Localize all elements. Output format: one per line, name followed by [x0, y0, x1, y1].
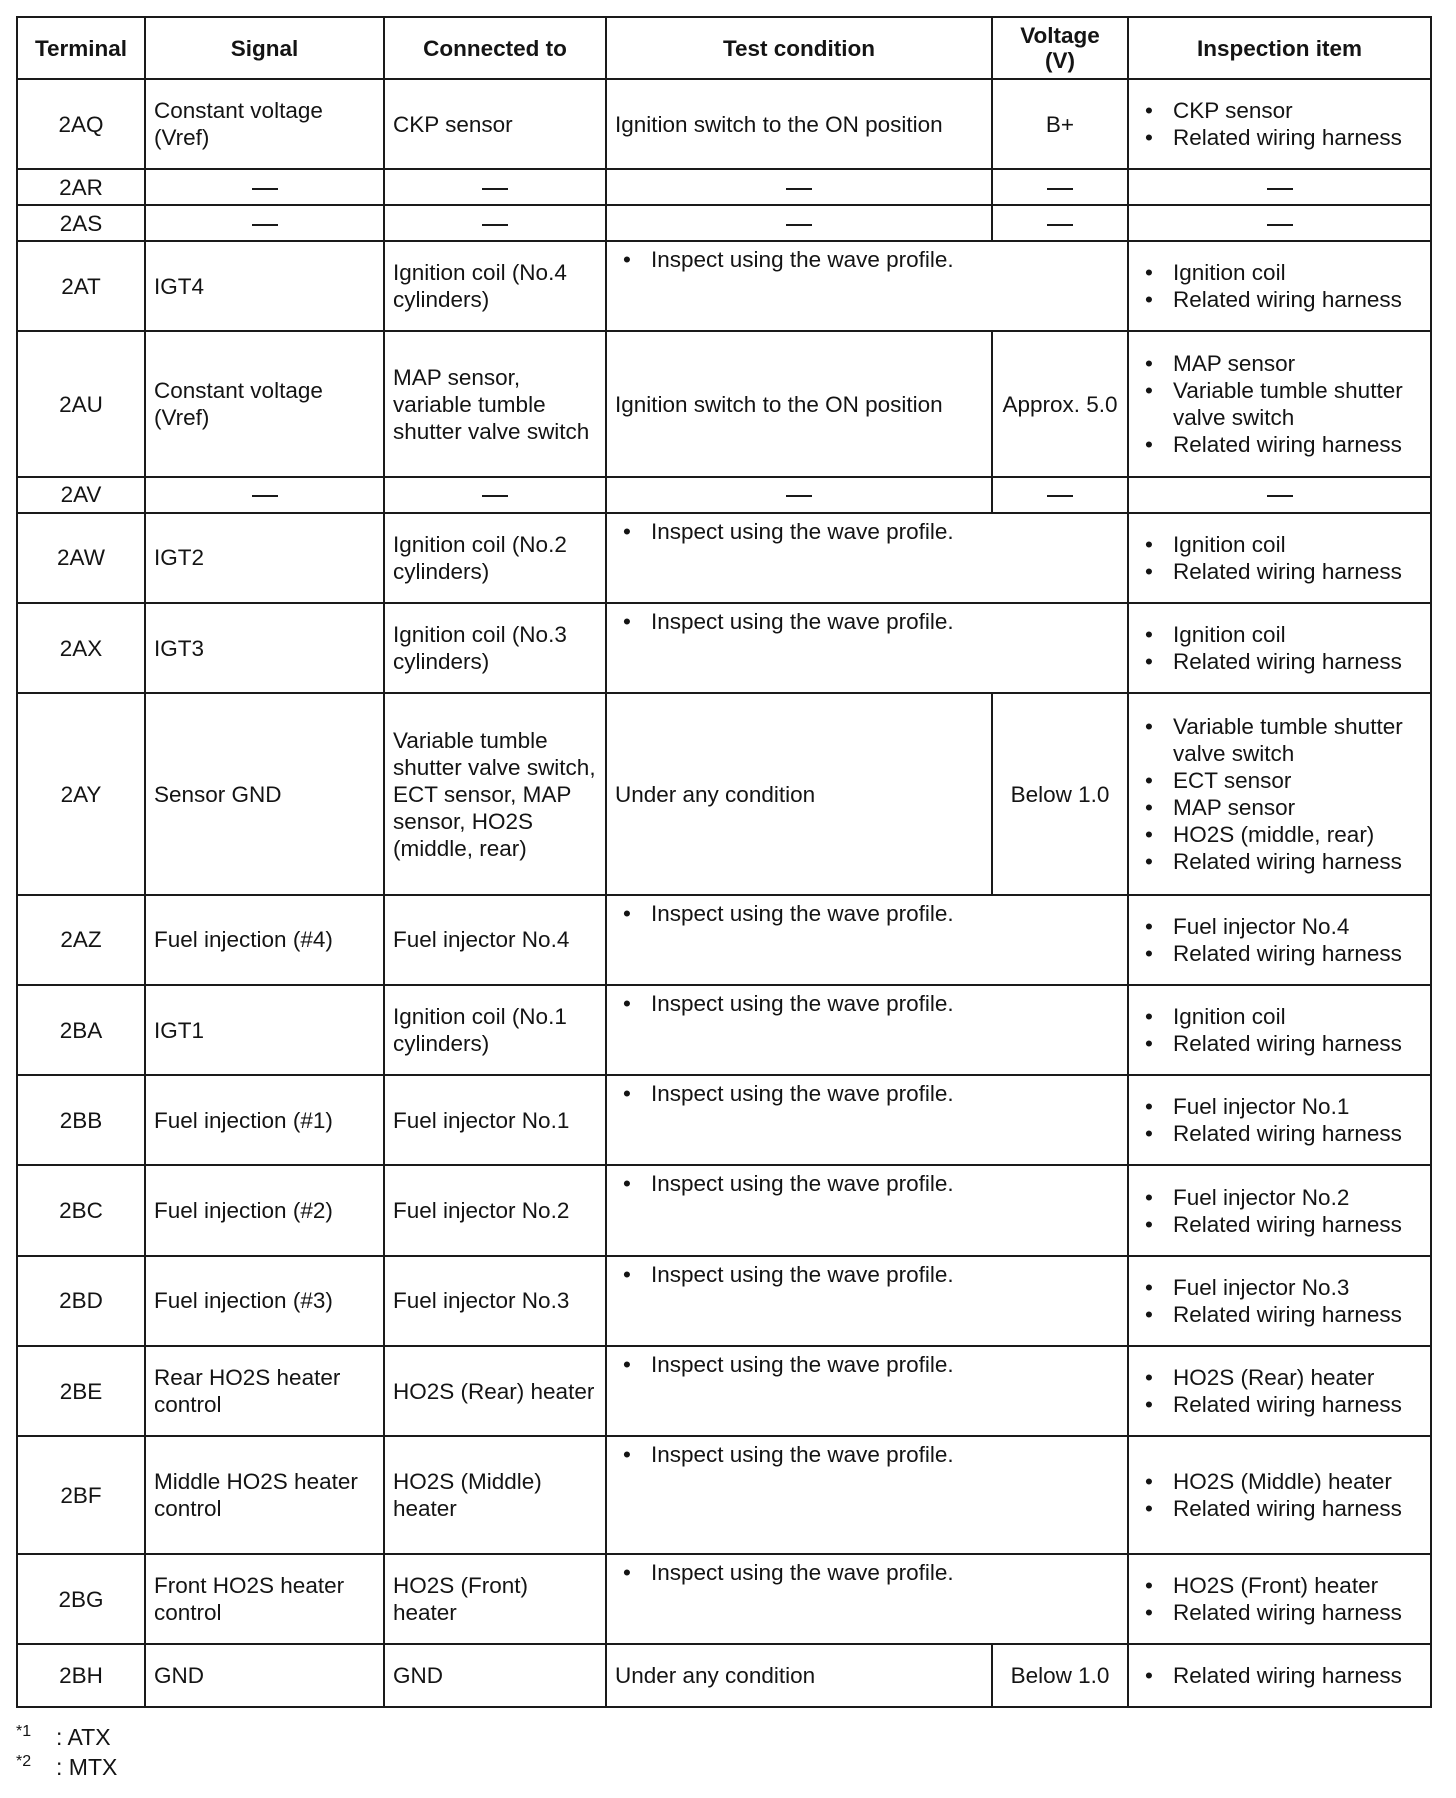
header-voltage-label: Voltage: [1020, 23, 1100, 48]
bullet-list: [1137, 1003, 1422, 1057]
footnote: *1 : ATX: [16, 1723, 111, 1750]
voltage-cell: Approx. 5.0: [992, 331, 1128, 477]
bullet-item: • Related wiring harness: [1137, 1391, 1422, 1418]
inspection-item-cell: [1128, 513, 1431, 603]
bullet-item: • Inspect using the wave profile.: [615, 1559, 1119, 1586]
bullet-list: [615, 246, 1119, 273]
bullet-list: [1137, 713, 1422, 875]
bullet-item: • ECT sensor: [1137, 767, 1422, 794]
bullet-item: • Related wiring harness: [1137, 558, 1422, 585]
connected-to-cell: Ignition coil (No.2 cylinders): [384, 513, 606, 603]
terminal-cell: 2AR: [17, 169, 145, 205]
footnote: *2 : MTX: [16, 1753, 118, 1780]
terminal-cell: 2BF: [17, 1436, 145, 1554]
bullet-item: • Inspect using the wave profile.: [615, 608, 1119, 635]
bullet-item: • Inspect using the wave profile.: [615, 518, 1119, 545]
signal-cell: Fuel injection (#1): [145, 1075, 384, 1165]
table-row: [17, 169, 1431, 205]
connected-to-cell: GND: [384, 1644, 606, 1707]
bullet-item: • Inspect using the wave profile.: [615, 900, 1119, 927]
bullet-list: [1137, 259, 1422, 313]
header-terminal: Terminal: [17, 17, 145, 79]
dash-mark: [482, 224, 508, 226]
signal-cell: Constant voltage (Vref): [145, 79, 384, 169]
test-condition-cell: [606, 1256, 1128, 1346]
test-condition-cell: [606, 513, 1128, 603]
connected-to-cell: MAP sensor, variable tumble shutter valve switch: [384, 331, 606, 477]
bullet-item: • Related wiring harness: [1137, 1211, 1422, 1238]
table-body: [17, 79, 1431, 1707]
bullet-item: • Variable tumble shutter valve switch: [1137, 713, 1422, 767]
bullet-list: [615, 1261, 1119, 1288]
bullet-item: • Inspect using the wave profile.: [615, 1441, 1119, 1468]
signal-cell: IGT4: [145, 241, 384, 331]
signal-cell: Front HO2S heater control: [145, 1554, 384, 1644]
header-row: [17, 17, 1431, 79]
footnotes: [16, 1722, 117, 1782]
voltage-cell: [992, 169, 1128, 205]
bullet-item: • Related wiring harness: [1137, 1030, 1422, 1057]
signal-cell: Middle HO2S heater control: [145, 1436, 384, 1554]
footnote-text: : MTX: [56, 1754, 118, 1780]
voltage-cell: [992, 477, 1128, 513]
inspection-item-cell: [1128, 169, 1431, 205]
bullet-item: • Inspect using the wave profile.: [615, 1170, 1119, 1197]
inspection-item-cell: [1128, 1554, 1431, 1644]
table-row: [17, 1644, 1431, 1707]
bullet-list: [615, 1441, 1119, 1468]
dash-mark: [252, 224, 278, 226]
inspection-item-cell: [1128, 693, 1431, 894]
table-row: [17, 513, 1431, 603]
dash-mark: [1267, 495, 1293, 497]
bullet-item: • Related wiring harness: [1137, 1599, 1422, 1626]
inspection-item-cell: [1128, 1075, 1431, 1165]
inspection-item-cell: [1128, 1436, 1431, 1554]
signal-cell: Sensor GND: [145, 693, 384, 894]
voltage-cell: Below 1.0: [992, 1644, 1128, 1707]
bullet-list: [615, 990, 1119, 1017]
inspection-item-cell: [1128, 1346, 1431, 1436]
terminal-cell: 2AT: [17, 241, 145, 331]
bullet-list: [1137, 1572, 1422, 1626]
inspection-item-cell: [1128, 241, 1431, 331]
connected-to-cell: Ignition coil (No.1 cylinders): [384, 985, 606, 1075]
test-condition-cell: [606, 241, 1128, 331]
bullet-list: [1137, 97, 1422, 151]
bullet-item: • HO2S (Front) heater: [1137, 1572, 1422, 1599]
terminal-cell: 2BB: [17, 1075, 145, 1165]
test-condition-cell: [606, 1554, 1128, 1644]
terminal-cell: 2AU: [17, 331, 145, 477]
voltage-cell: [992, 205, 1128, 241]
terminal-cell: 2AV: [17, 477, 145, 513]
bullet-list: [615, 1351, 1119, 1378]
terminal-cell: 2AX: [17, 603, 145, 693]
signal-cell: Fuel injection (#3): [145, 1256, 384, 1346]
bullet-list: [1137, 1184, 1422, 1238]
terminal-cell: 2BD: [17, 1256, 145, 1346]
inspection-item-cell: [1128, 985, 1431, 1075]
bullet-list: [1137, 1364, 1422, 1418]
header-inspection-item: Inspection item: [1128, 17, 1431, 79]
inspection-item-cell: [1128, 1256, 1431, 1346]
test-condition-cell: [606, 985, 1128, 1075]
dash-mark: [786, 188, 812, 190]
signal-cell: IGT2: [145, 513, 384, 603]
dash-mark: [252, 188, 278, 190]
connected-to-cell: Fuel injector No.1: [384, 1075, 606, 1165]
signal-cell: GND: [145, 1644, 384, 1707]
test-condition-cell: [606, 1436, 1128, 1554]
footnote-text: : ATX: [56, 1724, 111, 1750]
table-row: [17, 985, 1431, 1075]
table-row: [17, 1436, 1431, 1554]
dash-mark: [1047, 188, 1073, 190]
header-test-condition: Test condition: [606, 17, 992, 79]
table-row: [17, 1554, 1431, 1644]
terminal-cell: 2AY: [17, 693, 145, 894]
terminal-cell: 2AS: [17, 205, 145, 241]
bullet-list: [615, 608, 1119, 635]
bullet-item: • Related wiring harness: [1137, 1662, 1422, 1689]
signal-cell: Constant voltage (Vref): [145, 331, 384, 477]
bullet-item: • Ignition coil: [1137, 531, 1422, 558]
signal-cell: IGT1: [145, 985, 384, 1075]
connected-to-cell: [384, 205, 606, 241]
connected-to-cell: Ignition coil (No.4 cylinders): [384, 241, 606, 331]
bullet-item: • HO2S (middle, rear): [1137, 821, 1422, 848]
signal-cell: Rear HO2S heater control: [145, 1346, 384, 1436]
bullet-item: • MAP sensor: [1137, 350, 1422, 377]
terminal-cell: 2BG: [17, 1554, 145, 1644]
inspection-item-cell: [1128, 205, 1431, 241]
bullet-item: • Fuel injector No.1: [1137, 1093, 1422, 1120]
bullet-list: [1137, 531, 1422, 585]
terminal-cell: 2BC: [17, 1165, 145, 1255]
connected-to-cell: Ignition coil (No.3 cylinders): [384, 603, 606, 693]
bullet-list: [1137, 913, 1422, 967]
bullet-list: [1137, 1662, 1422, 1689]
bullet-item: • Related wiring harness: [1137, 648, 1422, 675]
connected-to-cell: [384, 477, 606, 513]
signal-cell: [145, 205, 384, 241]
test-condition-cell: [606, 603, 1128, 693]
signal-cell: Fuel injection (#4): [145, 895, 384, 985]
signal-cell: Fuel injection (#2): [145, 1165, 384, 1255]
dash-mark: [1267, 224, 1293, 226]
terminal-cell: 2AQ: [17, 79, 145, 169]
inspection-item-cell: [1128, 1644, 1431, 1707]
bullet-list: [1137, 350, 1422, 458]
test-condition-cell: [606, 205, 992, 241]
bullet-item: • Related wiring harness: [1137, 940, 1422, 967]
connected-to-cell: Fuel injector No.3: [384, 1256, 606, 1346]
bullet-item: • Related wiring harness: [1137, 1495, 1422, 1522]
bullet-list: [1137, 1093, 1422, 1147]
table-row: [17, 331, 1431, 477]
bullet-list: [1137, 1274, 1422, 1328]
bullet-item: • Variable tumble shutter valve switch: [1137, 377, 1422, 431]
bullet-item: • Inspect using the wave profile.: [615, 1261, 1119, 1288]
bullet-item: • Related wiring harness: [1137, 286, 1422, 313]
signal-cell: IGT3: [145, 603, 384, 693]
signal-cell: [145, 169, 384, 205]
bullet-list: [615, 518, 1119, 545]
bullet-item: • Related wiring harness: [1137, 1120, 1422, 1147]
terminal-cell: 2AZ: [17, 895, 145, 985]
bullet-item: • Related wiring harness: [1137, 124, 1422, 151]
bullet-item: • Ignition coil: [1137, 259, 1422, 286]
inspection-item-cell: [1128, 477, 1431, 513]
inspection-item-cell: [1128, 895, 1431, 985]
inspection-item-cell: [1128, 331, 1431, 477]
voltage-cell: Below 1.0: [992, 693, 1128, 894]
table-row: [17, 477, 1431, 513]
terminal-cell: 2BH: [17, 1644, 145, 1707]
table-row: [17, 205, 1431, 241]
table-row: [17, 1346, 1431, 1436]
bullet-item: • Fuel injector No.3: [1137, 1274, 1422, 1301]
test-condition-cell: [606, 1346, 1128, 1436]
header-connected-to: Connected to: [384, 17, 606, 79]
inspection-item-cell: [1128, 1165, 1431, 1255]
bullet-list: [615, 1559, 1119, 1586]
bullet-item: • Inspect using the wave profile.: [615, 1080, 1119, 1107]
inspection-item-cell: [1128, 603, 1431, 693]
header-voltage-unit: (V): [1045, 48, 1075, 73]
dash-mark: [482, 188, 508, 190]
dash-mark: [482, 495, 508, 497]
table-row: [17, 693, 1431, 894]
test-condition-cell: Under any condition: [606, 1644, 992, 1707]
bullet-list: [1137, 621, 1422, 675]
table-row: [17, 603, 1431, 693]
connected-to-cell: HO2S (Front) heater: [384, 1554, 606, 1644]
connected-to-cell: Fuel injector No.4: [384, 895, 606, 985]
dash-mark: [1047, 224, 1073, 226]
header-voltage: [992, 17, 1128, 79]
signal-cell: [145, 477, 384, 513]
bullet-item: • MAP sensor: [1137, 794, 1422, 821]
bullet-item: • Related wiring harness: [1137, 1301, 1422, 1328]
header-signal: Signal: [145, 17, 384, 79]
table-row: [17, 241, 1431, 331]
dash-mark: [786, 224, 812, 226]
table-row: [17, 895, 1431, 985]
connected-to-cell: [384, 169, 606, 205]
bullet-list: [1137, 1468, 1422, 1522]
bullet-item: • Ignition coil: [1137, 621, 1422, 648]
bullet-item: • Ignition coil: [1137, 1003, 1422, 1030]
bullet-list: [615, 1080, 1119, 1107]
inspection-item-cell: [1128, 79, 1431, 169]
test-condition-cell: [606, 895, 1128, 985]
connected-to-cell: Fuel injector No.2: [384, 1165, 606, 1255]
dash-mark: [1047, 495, 1073, 497]
bullet-item: • Inspect using the wave profile.: [615, 990, 1119, 1017]
bullet-item: • Inspect using the wave profile.: [615, 246, 1119, 273]
test-condition-cell: Under any condition: [606, 693, 992, 894]
test-condition-cell: Ignition switch to the ON position: [606, 79, 992, 169]
test-condition-cell: [606, 169, 992, 205]
bullet-list: [615, 900, 1119, 927]
connected-to-cell: HO2S (Rear) heater: [384, 1346, 606, 1436]
bullet-item: • HO2S (Middle) heater: [1137, 1468, 1422, 1495]
bullet-item: • CKP sensor: [1137, 97, 1422, 124]
table-row: [17, 1256, 1431, 1346]
bullet-item: • Related wiring harness: [1137, 431, 1422, 458]
dash-mark: [252, 495, 278, 497]
bullet-item: • Fuel injector No.2: [1137, 1184, 1422, 1211]
terminal-cell: 2BE: [17, 1346, 145, 1436]
test-condition-cell: Ignition switch to the ON position: [606, 331, 992, 477]
terminal-cell: 2BA: [17, 985, 145, 1075]
table-row: [17, 79, 1431, 169]
bullet-item: • Related wiring harness: [1137, 848, 1422, 875]
bullet-item: • HO2S (Rear) heater: [1137, 1364, 1422, 1391]
test-condition-cell: [606, 477, 992, 513]
connected-to-cell: CKP sensor: [384, 79, 606, 169]
bullet-item: • Inspect using the wave profile.: [615, 1351, 1119, 1378]
bullet-list: [615, 1170, 1119, 1197]
table-row: [17, 1075, 1431, 1165]
bullet-item: • Fuel injector No.4: [1137, 913, 1422, 940]
terminal-inspection-table: [16, 16, 1432, 1708]
test-condition-cell: [606, 1075, 1128, 1165]
table-row: [17, 1165, 1431, 1255]
dash-mark: [1267, 188, 1293, 190]
connected-to-cell: HO2S (Middle) heater: [384, 1436, 606, 1554]
voltage-cell: B+: [992, 79, 1128, 169]
terminal-cell: 2AW: [17, 513, 145, 603]
connected-to-cell: Variable tumble shutter valve switch, ECT sensor, MAP sensor, HO2S (middle, rear): [384, 693, 606, 894]
test-condition-cell: [606, 1165, 1128, 1255]
dash-mark: [786, 495, 812, 497]
